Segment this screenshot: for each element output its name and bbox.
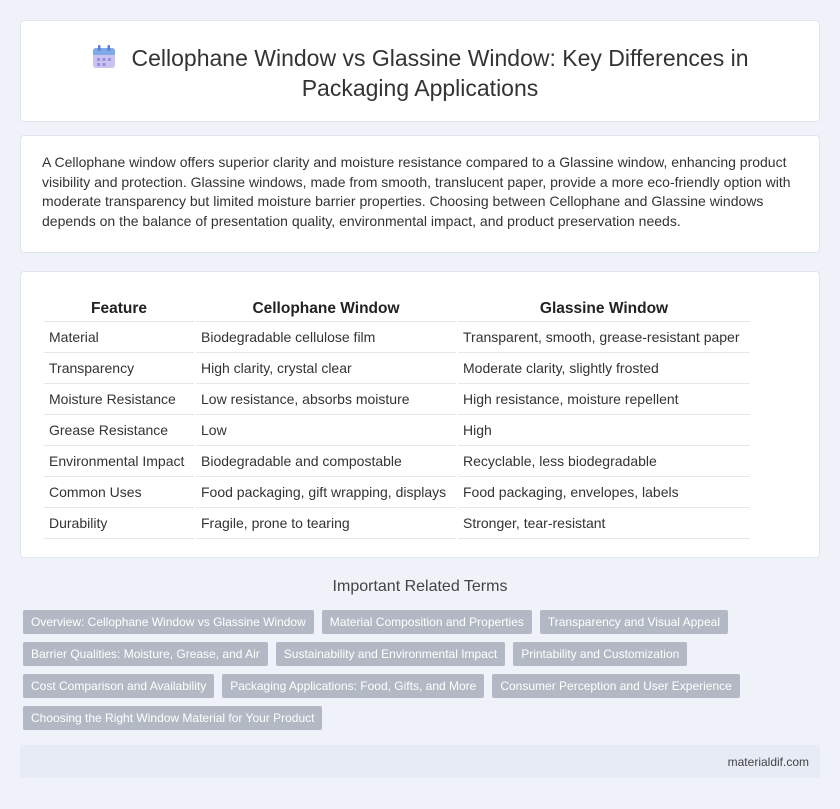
related-term-tag[interactable]: Material Composition and Properties <box>322 610 532 634</box>
table-row <box>44 477 750 508</box>
calendar-icon <box>91 44 117 70</box>
feature-cell: Grease Resistance <box>44 415 194 446</box>
glassine-cell: Stronger, tear-resistant <box>458 508 750 539</box>
related-terms-tags <box>23 610 823 738</box>
table-row <box>44 508 750 539</box>
glassine-cell: High <box>458 415 750 446</box>
related-term-tag[interactable]: Printability and Customization <box>513 642 687 666</box>
page-title-text: Cellophane Window vs Glassine Window: Key Differences in Packaging Applications <box>131 45 749 101</box>
title-wrap <box>61 43 779 103</box>
glassine-cell: High resistance, moisture repellent <box>458 384 750 415</box>
glassine-cell: Moderate clarity, slightly frosted <box>458 353 750 384</box>
tag-row <box>23 642 823 674</box>
glassine-cell: Recyclable, less biodegradable <box>458 446 750 477</box>
related-term-tag[interactable]: Choosing the Right Window Material for Your Product <box>23 706 322 730</box>
header-feature: Feature <box>44 296 194 322</box>
header-glassine: Glassine Window <box>458 296 750 322</box>
related-terms-title: Important Related Terms <box>332 578 508 595</box>
page-title <box>61 43 779 103</box>
header-card <box>20 20 820 122</box>
table-row <box>44 322 750 353</box>
related-term-tag[interactable]: Cost Comparison and Availability <box>23 674 214 698</box>
related-term-tag[interactable]: Overview: Cellophane Window vs Glassine Window <box>23 610 314 634</box>
related-term-tag[interactable]: Sustainability and Environmental Impact <box>276 642 505 666</box>
cellophane-cell: Biodegradable cellulose film <box>196 322 456 353</box>
related-term-tag[interactable]: Packaging Applications: Food, Gifts, and More <box>222 674 484 698</box>
related-term-tag[interactable]: Barrier Qualities: Moisture, Grease, and Air <box>23 642 268 666</box>
tag-row <box>23 610 823 642</box>
glassine-cell: Transparent, smooth, grease-resistant paper <box>458 322 750 353</box>
feature-cell: Common Uses <box>44 477 194 508</box>
tag-row <box>23 674 823 706</box>
cellophane-cell: Fragile, prone to tearing <box>196 508 456 539</box>
header-cellophane: Cellophane Window <box>196 296 456 322</box>
table-row <box>44 446 750 477</box>
table-row <box>44 384 750 415</box>
cellophane-cell: Low <box>196 415 456 446</box>
feature-cell: Environmental Impact <box>44 446 194 477</box>
table-header-row <box>44 296 750 322</box>
comparison-table-card <box>20 271 820 558</box>
tag-row <box>23 706 823 738</box>
intro-card <box>20 135 820 253</box>
table-row <box>44 415 750 446</box>
cellophane-cell: Low resistance, absorbs moisture <box>196 384 456 415</box>
related-term-tag[interactable]: Consumer Perception and User Experience <box>492 674 739 698</box>
cellophane-cell: Food packaging, gift wrapping, displays <box>196 477 456 508</box>
glassine-cell: Food packaging, envelopes, labels <box>458 477 750 508</box>
feature-cell: Durability <box>44 508 194 539</box>
table-row <box>44 353 750 384</box>
footer-site-link[interactable]: materialdif.com <box>727 755 809 769</box>
footer-bar <box>20 745 820 778</box>
cellophane-cell: Biodegradable and compostable <box>196 446 456 477</box>
feature-cell: Moisture Resistance <box>44 384 194 415</box>
comparison-table <box>42 296 752 539</box>
intro-paragraph: A Cellophane window offers superior clarity and moisture resistance compared to a Glassine window, enhancing product visibility and protection. Glassine windows, made from smooth, translucent paper, provide a more eco-friendly option with moderate transparency but limited moisture barrier properties. Choosing between Cellophane and Glassine windows depends on the balance of presentation quality, environmental impact, and product preservation needs. <box>42 154 791 229</box>
related-term-tag[interactable]: Transparency and Visual Appeal <box>540 610 728 634</box>
cellophane-cell: High clarity, crystal clear <box>196 353 456 384</box>
feature-cell: Material <box>44 322 194 353</box>
feature-cell: Transparency <box>44 353 194 384</box>
